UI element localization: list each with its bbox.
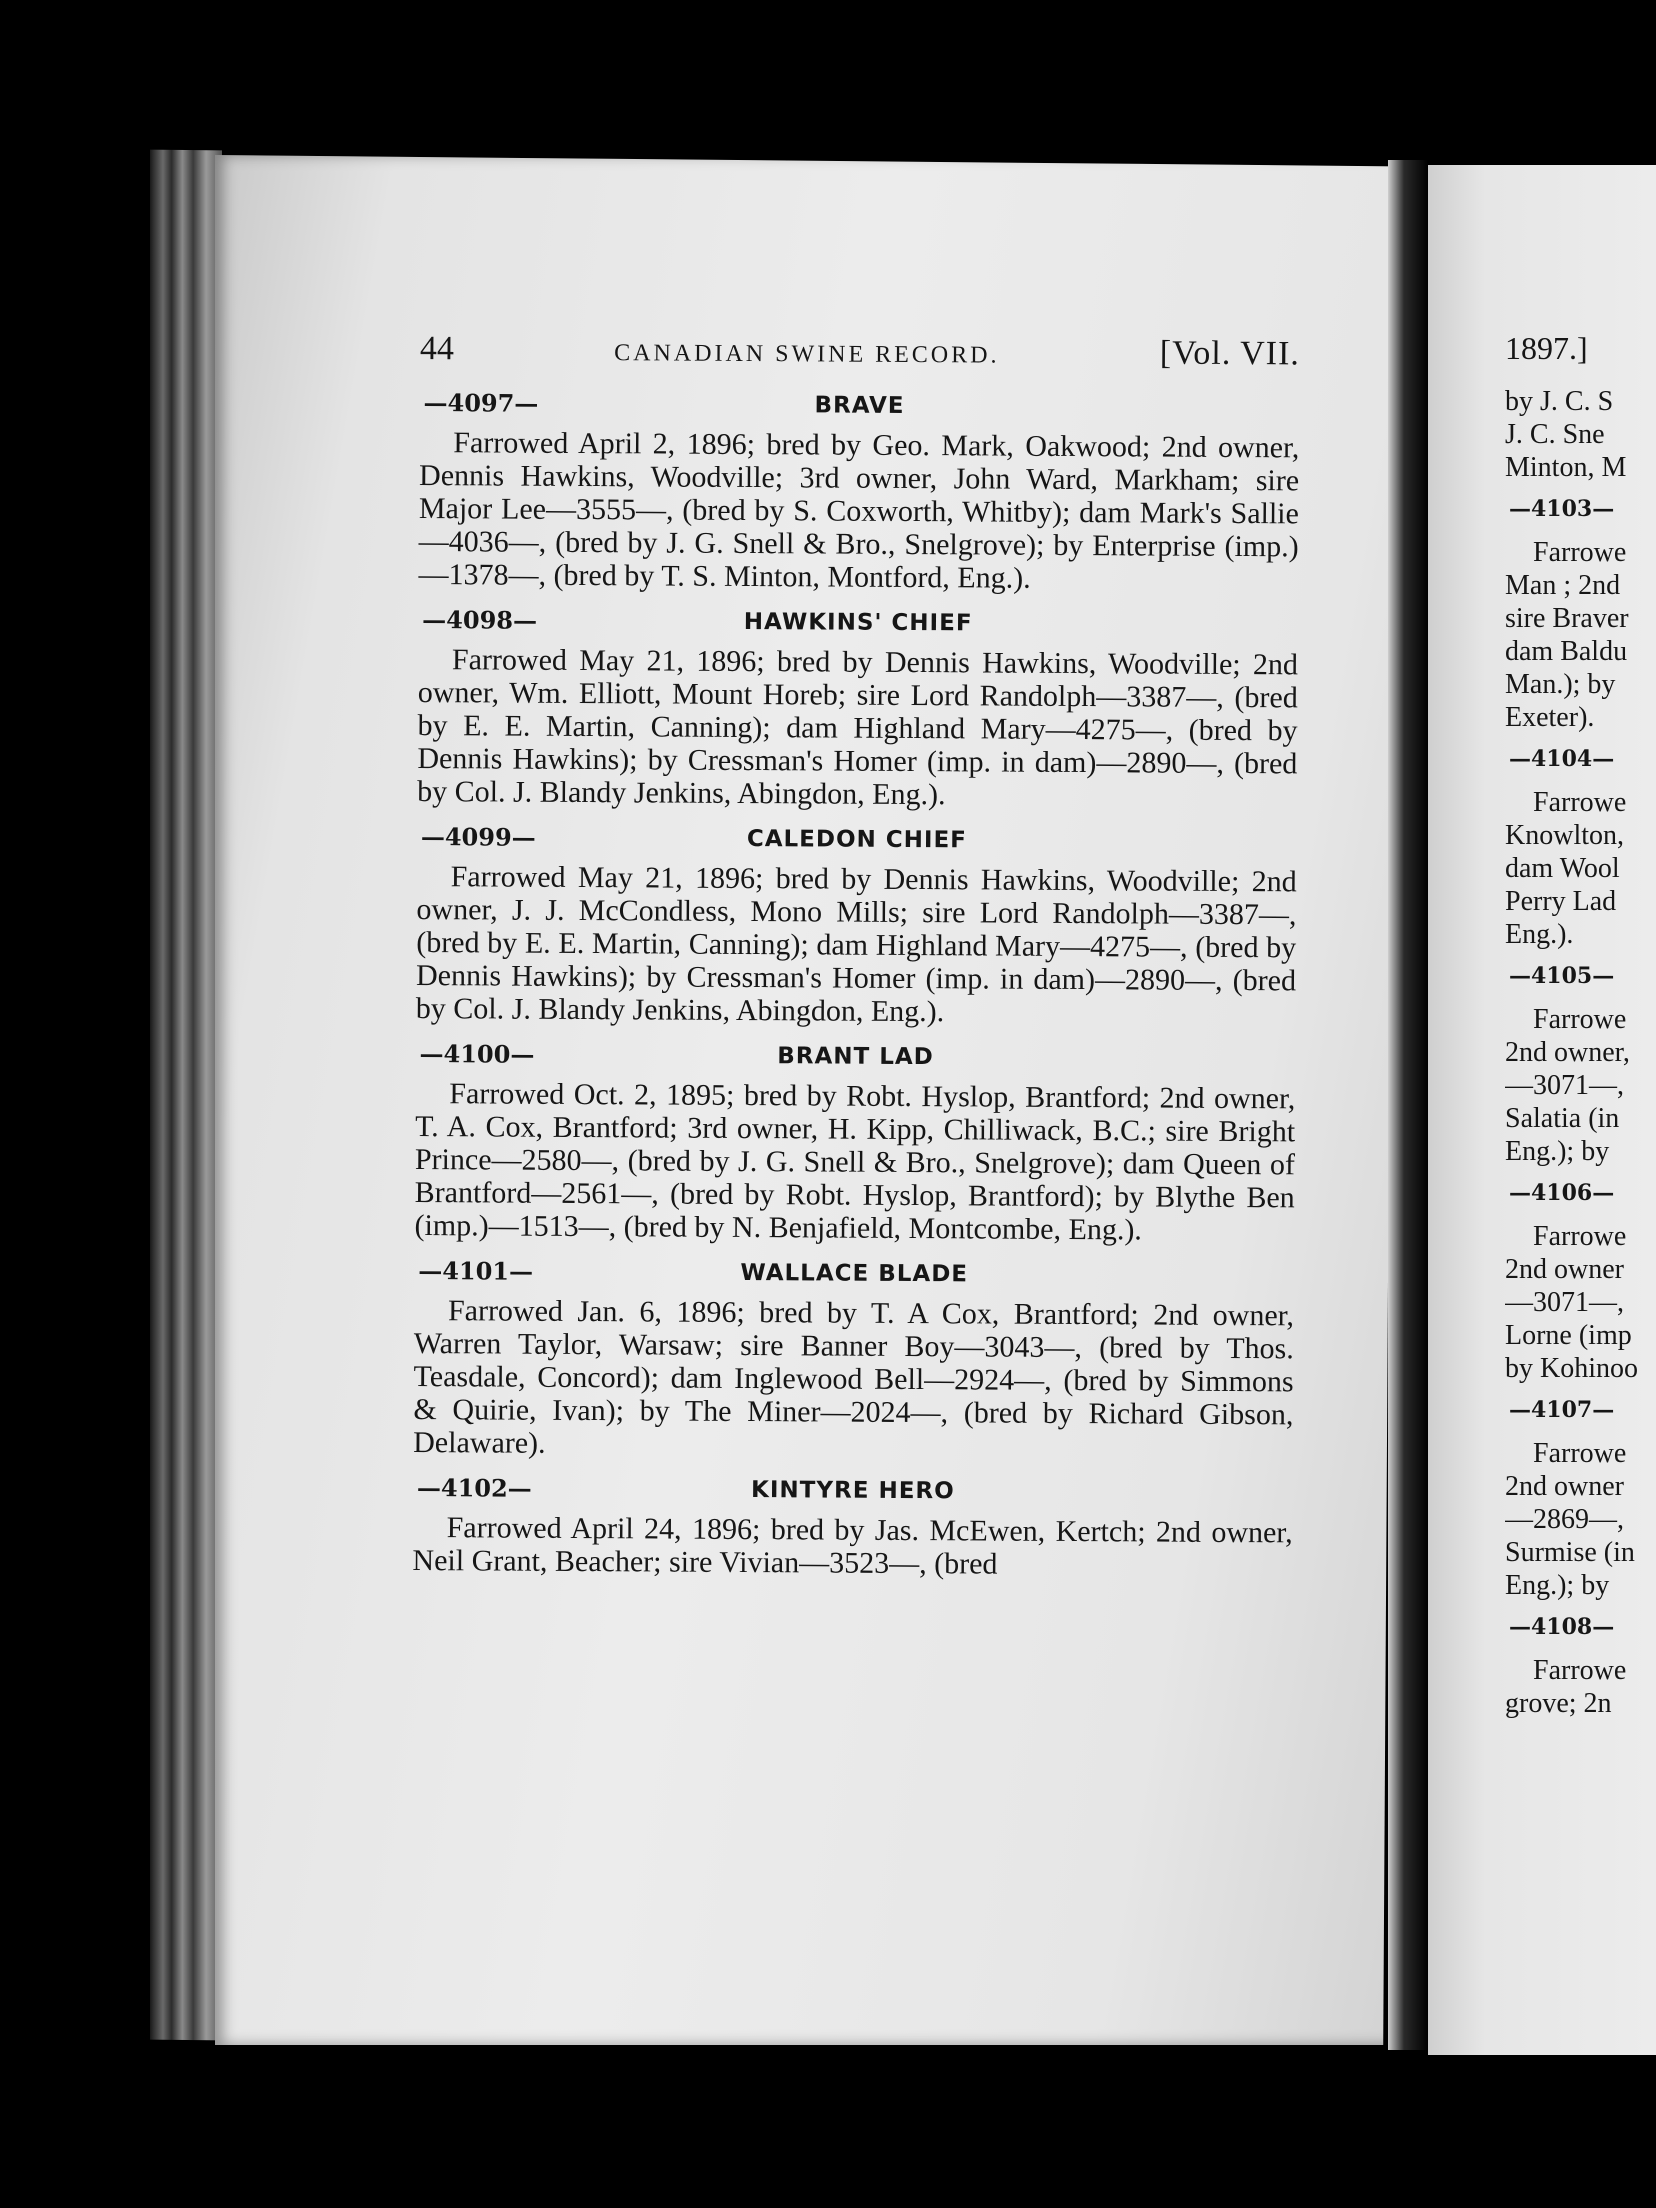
text-line: Lorne (imp [1505,1320,1632,1351]
book-spine [150,150,222,2041]
running-head [420,330,1300,373]
text-line: by J. C. S [1505,386,1614,417]
entry-text: Farrowed April 24, 1896; bred by Jas. McEwen, Kertch; 2nd owner, Neil Grant, Beacher; sire Vivian—3523—, (bred [412,1511,1293,1581]
text-line: Eng.); by [1505,1136,1610,1167]
text-line: Farrowe [1533,1221,1627,1252]
registry-number: —4098— [422,605,538,635]
entry-4098 [417,603,1298,813]
text-line: dam Wool [1505,853,1620,884]
registry-number: —4108— [1509,1614,1615,1640]
text-line: Man ; 2nd [1505,570,1621,601]
entry-heading [417,820,1297,865]
text-line: 2nd owner [1505,1254,1624,1285]
text-line: Exeter). [1505,702,1595,733]
entry-heading [413,1471,1293,1516]
animal-name: KINTYRE HERO [751,1477,955,1505]
text-line: Farrowe [1533,537,1627,568]
entry-4102 [412,1471,1293,1582]
text-line: Farrowe [1533,1655,1627,1686]
text-line: J. C. Sne [1505,419,1605,450]
text-line: —3071—, [1505,1287,1624,1318]
volume-label: [Vol. VII. [1159,334,1300,373]
right-page-lines [1505,385,1656,1720]
text-line: 2nd owner, [1505,1037,1630,1068]
text-line: Perry Lad [1505,886,1617,917]
registry-number: —4097— [423,388,539,418]
animal-name: CALEDON CHIEF [746,826,968,854]
entry-text: Farrowed May 21, 1896; bred by Dennis Hawkins, Woodville; 2nd owner, J. J. McCondless, Mono Mills; sire Lord Randolph—3387—, (bred by E. E. Martin, Canning); dam Highland Mary—4275—, (bred by Dennis Hawkins); by Cressman's Homer (imp. in dam)—2890—, (bred by Col. J. Blandy Jenkins, Abingdon, Eng.). [415,860,1297,1029]
entry-text: Farrowed Oct. 2, 1895; bred by Robt. Hyslop, Brantford; 2nd owner, T. A. Cox, Brantford; 3rd owner, H. Kipp, Chilliwack, B.C.; sire Bright Prince—2580—, (bred by J. G. Snell & Bro., Snelgrove); dam Queen of Brantford—2561—, (bred by Robt. Hyslop, Brantford); by Blythe Ben (imp.)—1513—, (bred by N. Benjafield, Montcombe, Eng.). [414,1077,1296,1247]
text-line: Knowlton, [1505,820,1624,851]
page-number: 44 [419,330,454,368]
registry-number: —4100— [419,1039,535,1069]
animal-name: WALLACE BLADE [740,1259,969,1288]
registry-number: —4101— [418,1256,534,1286]
right-page-header: 1897.] [1505,330,1588,366]
text-line: dam Baldu [1505,636,1628,667]
text-line: grove; 2n [1505,1688,1612,1719]
entry-heading [419,386,1299,431]
text-line: Eng.). [1505,919,1574,950]
registry-number: —4107— [1509,1397,1615,1423]
registry-number: —4102— [416,1473,532,1503]
registry-number: —4105— [1509,963,1615,989]
animal-name: BRANT LAD [777,1043,934,1071]
registry-number: —4104— [1509,746,1615,772]
text-line: Surmise (in [1505,1537,1635,1568]
entry-4100 [414,1037,1295,1247]
entry-text: Farrowed Jan. 6, 1896; bred by T. A Cox, Brantford; 2nd owner, Warren Taylor, Warsaw; sire Banner Boy—3043—, (bred by Thos. Teasdale, Concord); dam Inglewood Bell—2924—, (bred by Simmons & Quirie, Ivan); by The Miner—2024—, (bred by Richard Gibson, Delaware). [413,1294,1295,1460]
entry-heading [414,1254,1294,1299]
page-gutter [1388,160,1428,2050]
text-line: Farrowe [1533,1438,1627,1469]
animal-name: HAWKINS' CHIEF [743,608,973,637]
text-line: Man.); by [1505,669,1616,700]
text-line: 2nd owner [1505,1471,1624,1502]
entry-text: Farrowed April 2, 1896; bred by Geo. Mark, Oakwood; 2nd owner, Dennis Hawkins, Woodville; 3rd owner, John Ward, Markham; sire Major Lee—3555—, (bred by S. Coxworth, Whitby); dam Mark's Sallie—4036—, (bred by J. G. Snell & Bro., Snelgrove); by Enterprise (imp.)—1378—, (bred by T. S. Minton, Montford, Eng.). [418,426,1300,595]
registry-number: —4103— [1509,496,1615,522]
text-line: by Kohinoo [1505,1353,1638,1384]
entry-heading [418,603,1298,648]
registry-number: —4099— [420,822,536,852]
text-line: —2869—, [1505,1504,1624,1535]
entry-4099 [416,820,1297,1030]
text-line: —3071—, [1505,1070,1624,1101]
text-line: Minton, M [1505,452,1627,483]
text-line: Farrowe [1533,1004,1627,1035]
right-page-content [1505,330,1656,1720]
entry-text: Farrowed May 21, 1896; bred by Dennis Hawkins, Woodville; 2nd owner, Wm. Elliott, Mount Horeb; sire Lord Randolph—3387—, (bred by E. E. Martin, Canning); dam Highland Mary—4275—, (bred by Dennis Hawkins); by Cressman's Homer (imp. in dam)—2890—, (bred by Col. J. Blandy Jenkins, Abingdon, Eng.). [417,643,1299,812]
entry-4097 [418,386,1299,596]
text-line: sire Braver [1505,603,1629,634]
entry-heading [415,1037,1295,1082]
animal-name: BRAVE [814,392,905,419]
text-line: Salatia (in [1505,1103,1620,1134]
text-line: Farrowe [1533,787,1627,818]
left-page-content [412,330,1300,1594]
text-line: Eng.); by [1505,1570,1610,1601]
entry-4101 [413,1254,1294,1464]
registry-number: —4106— [1509,1180,1615,1206]
page-title: CANADIAN SWINE RECORD. [614,340,1000,369]
